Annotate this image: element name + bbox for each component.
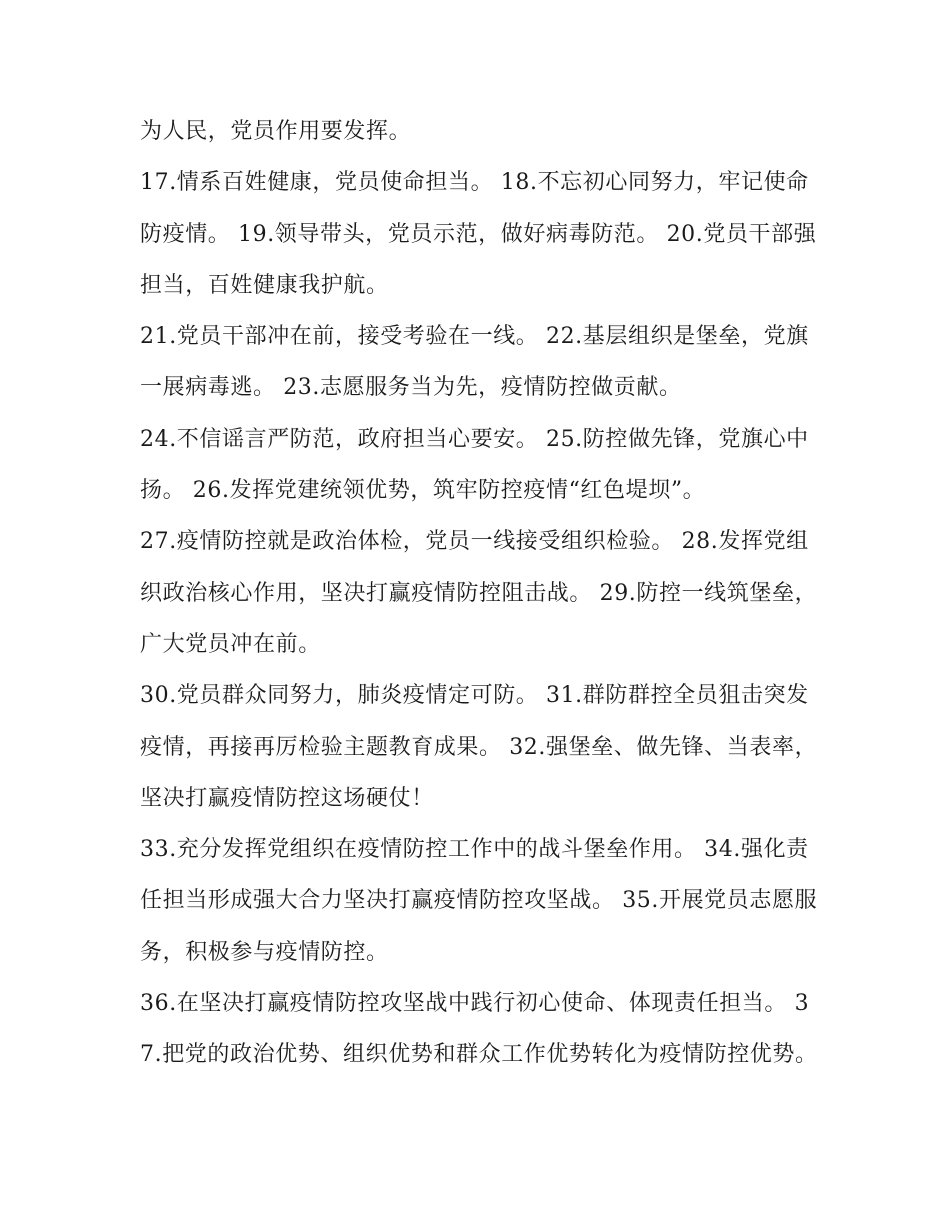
paragraph: 27.疫情防控就是政治体检，党员一线接受组织检验。 28.发挥党组织政治核心作用，坚决打赢疫情防控阻击战。 29.防控一线筑堡垒，广大党员冲在前。 bbox=[140, 529, 818, 657]
paragraph: 21.党员干部冲在前，接受考验在一线。 22.基层组织是堡垒，党旗一展病毒逃。 23.志愿服务当为先，疫情防控做贡献。 bbox=[140, 324, 809, 401]
paragraph: 30.党员群众同努力，肺炎疫情定可防。 31.群防群控全员狙击突发疫情，再接再厉检验主题教育成果。 32.强堡垒、做先锋、当表率，坚决打赢疫情防控这场硬仗！ bbox=[140, 683, 818, 811]
paragraph: 36.在坚决打赢疫情防控攻坚战中践行初心使命、体现责任担当。 37.把党的政治优势、组织优势和群众工作优势转化为疫情防控优势。 bbox=[140, 991, 818, 1068]
paragraph: 33.充分发挥党组织在疫情防控工作中的战斗堡垒作用。 34.强化责任担当形成强大合力坚决打赢疫情防控攻坚战。 35.开展党员志愿服务，积极参与疫情防控。 bbox=[140, 837, 818, 965]
document-body bbox=[140, 106, 820, 1081]
paragraph: 为人民，党员作用要发挥。 bbox=[140, 119, 412, 144]
paragraph: 24.不信谣言严防范，政府担当心要安。 25.防控做先锋，党旗心中扬。 26.发挥党建统领优势，筑牢防控疫情“红色堤坝”。 bbox=[140, 426, 809, 504]
paragraph: 17.情系百姓健康，党员使命担当。 18.不忘初心同努力，牢记使命防疫情。 19.领导带头，党员示范，做好病毒防范。 20.党员干部强担当，百姓健康我护航。 bbox=[140, 170, 817, 298]
